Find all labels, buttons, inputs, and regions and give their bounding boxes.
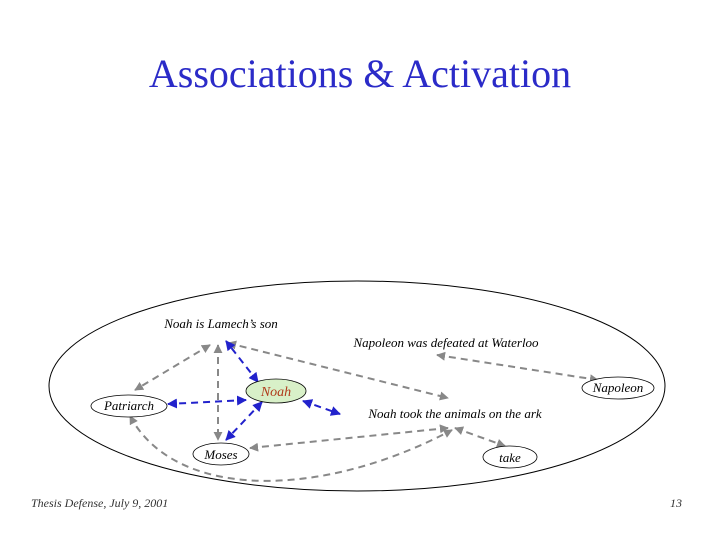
link-ark-take	[455, 428, 505, 446]
link-noah-patriarch	[168, 400, 246, 404]
link-lamech-patriarch	[135, 345, 210, 390]
node-take: take	[499, 450, 521, 465]
node-moses: Moses	[204, 447, 238, 462]
node-waterloo: Napoleon was defeated at Waterloo	[353, 335, 539, 350]
footer-presentation-info: Thesis Defense, July 9, 2001	[31, 496, 169, 510]
node-patriarch: Patriarch	[103, 398, 155, 413]
link-moses-ark	[250, 428, 448, 448]
node-noah: Noah	[260, 385, 292, 400]
node-napoleon: Napoleon	[592, 380, 644, 395]
slide-title: Associations & Activation	[148, 51, 572, 96]
link-noah-ark	[303, 401, 340, 414]
memory-boundary	[49, 281, 665, 491]
node-ark: Noah took the animals on the ark	[368, 406, 542, 421]
page-number: 13	[670, 496, 682, 510]
link-waterloo-napoleon	[437, 355, 598, 380]
node-lamech: Noah is Lamech’s son	[164, 316, 278, 331]
link-noah-moses	[226, 402, 262, 440]
